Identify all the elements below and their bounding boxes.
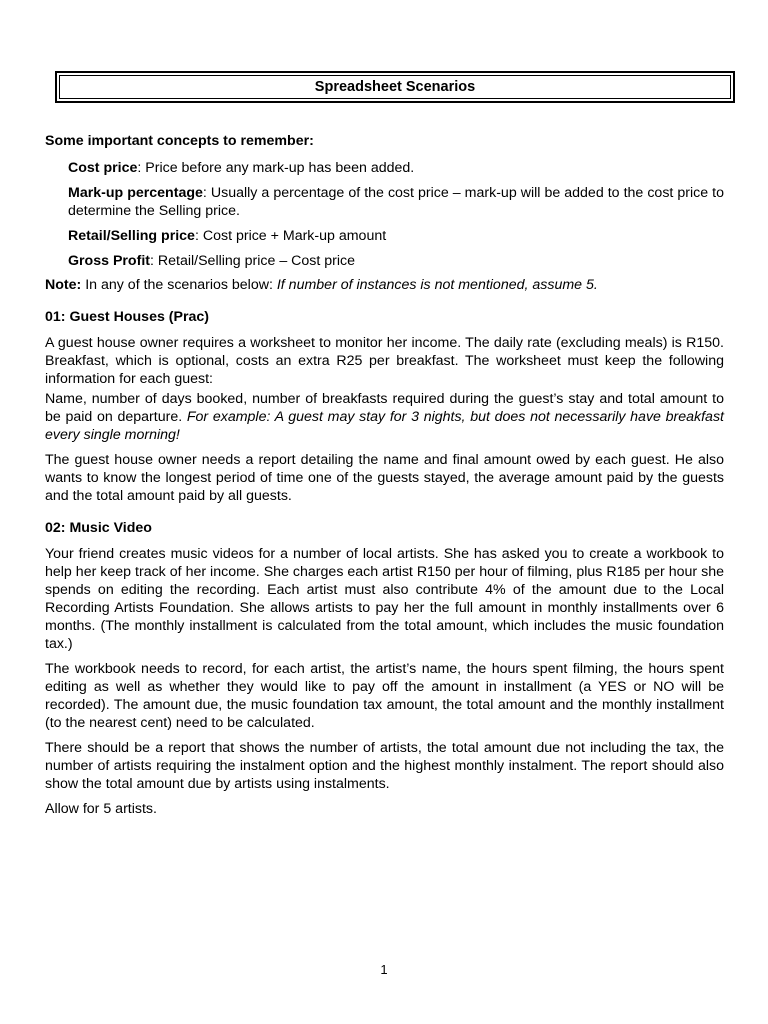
concept-definition: : Usually a percentage of the cost price – mark-up will be added to the cost price to determine the Selling price. — [68, 185, 724, 219]
page-number: 1 — [380, 962, 388, 977]
music-video-paragraph-1: Your friend creates music videos for a number of local artists. She has asked you to create a workbook to help her keep track of her income. She charges each artist R150 per hour of filming, plus R185 per hour she spends on editing the recording. Each artist must also contribute 4% of the amount due to the Local Recording Artists Foundation. She allows artists to pay her the full amount in monthly installments over 6 months. (The monthly installment is calculated from the total amount, which includes the music foundation tax.) — [45, 546, 724, 652]
concept-cost-price — [68, 159, 724, 177]
concept-term: Retail/Selling price — [68, 228, 195, 244]
concept-term: Mark-up percentage — [68, 185, 203, 201]
guest-houses-paragraph-3: The guest house owner needs a report detailing the name and final amount owed by each guest. He also wants to know the longest period of time one of the guests stayed, the average amount paid by the guests and the total amount paid by all guests. — [45, 452, 724, 504]
title-box — [55, 71, 735, 103]
concept-term: Gross Profit — [68, 253, 150, 269]
concept-gross-profit — [68, 252, 724, 270]
music-video-paragraph-4: Allow for 5 artists. — [45, 801, 157, 817]
note-label: Note: — [45, 277, 82, 293]
guest-houses-p2-example: For example: A guest may stay for 3 nights, but does not necessarily have breakfast every single morning! — [45, 409, 724, 443]
concept-term: Cost price — [68, 160, 138, 176]
concepts-heading: Some important concepts to remember: — [45, 133, 314, 149]
note-text: In any of the scenarios below: — [81, 277, 277, 293]
concept-markup-percentage — [68, 184, 724, 220]
concept-selling-price — [68, 227, 724, 245]
section-heading-music-video: 02: Music Video — [45, 520, 152, 536]
note-italic: If number of instances is not mentioned, assume 5. — [276, 277, 598, 293]
music-video-paragraph-2: The workbook needs to record, for each artist, the artist’s name, the hours spent filming, the hours spent editing as well as whether they would like to pay off the amount in installment (a YES or NO will be recorded). The amount due, the music foundation tax amount, the total amount and the monthly installment (to the nearest cent) need to be calculated. — [45, 661, 724, 731]
concept-definition: : Retail/Selling price – Cost price — [150, 253, 356, 269]
concept-definition: : Price before any mark-up has been added. — [137, 160, 415, 176]
music-video-paragraph-3: There should be a report that shows the number of artists, the total amount due not including the tax, the number of artists requiring the instalment option and the highest monthly instalment. The report should also show the total amount due by artists using instalments. — [45, 740, 724, 792]
guest-houses-p2-text: Name, number of days booked, number of breakfasts required during the guest’s stay and total amount to be paid on departure. — [45, 391, 724, 425]
section-heading-guest-houses: 01: Guest Houses (Prac) — [45, 309, 210, 325]
concept-definition: : Cost price + Mark-up amount — [194, 228, 387, 244]
document-title: Spreadsheet Scenarios — [59, 75, 731, 99]
guest-houses-paragraph-2 — [45, 390, 724, 444]
document-body — [45, 132, 724, 818]
note — [45, 276, 724, 294]
guest-houses-paragraph-1: A guest house owner requires a worksheet to monitor her income. The daily rate (excluding meals) is R150. Breakfast, which is optional, costs an extra R25 per breakfast. The worksheet must keep the following information for each guest: — [45, 335, 724, 387]
